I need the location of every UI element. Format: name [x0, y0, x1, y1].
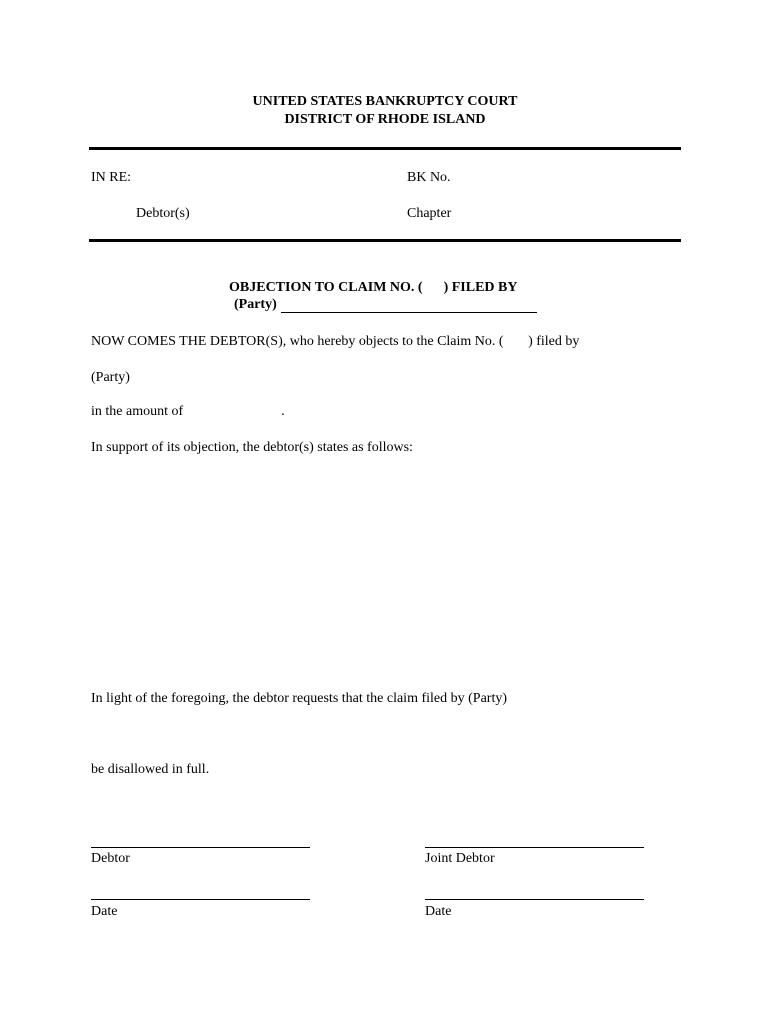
joint-debtor-signature-label: Joint Debtor [425, 851, 495, 866]
debtor-date-label: Date [91, 904, 118, 919]
now-comes-paragraph: NOW COMES THE DEBTOR(S), who hereby objects to the Claim No. ( ) filed by [91, 334, 580, 349]
bk-no-label: BK No. [407, 170, 451, 185]
foregoing-statement: In light of the foregoing, the debtor requests that the claim filed by (Party) [91, 691, 507, 706]
disallowed-statement: be disallowed in full. [91, 762, 210, 777]
amount-line: in the amount of . [91, 404, 285, 419]
joint-debtor-date-line [425, 899, 644, 900]
party-line: (Party) [91, 370, 130, 385]
joint-debtor-date-label: Date [425, 904, 452, 919]
caption-bottom-rule [89, 239, 681, 242]
joint-debtor-signature-line [425, 847, 644, 848]
support-statement: In support of its objection, the debtor(s) states as follows: [91, 440, 413, 455]
objection-title-line2: (Party) [234, 297, 277, 312]
debtor-date-line [91, 899, 310, 900]
debtor-label: Debtor(s) [136, 206, 190, 221]
caption-top-rule [89, 147, 681, 150]
court-name: UNITED STATES BANKRUPTCY COURT [252, 94, 518, 109]
in-re-label: IN RE: [91, 170, 132, 185]
chapter-label: Chapter [407, 206, 452, 221]
debtor-signature-line [91, 847, 310, 848]
objection-title-line1: OBJECTION TO CLAIM NO. ( ) FILED BY [229, 280, 518, 295]
party-underline [281, 312, 537, 313]
debtor-signature-label: Debtor [91, 851, 130, 866]
district-name: DISTRICT OF RHODE ISLAND [284, 112, 486, 127]
